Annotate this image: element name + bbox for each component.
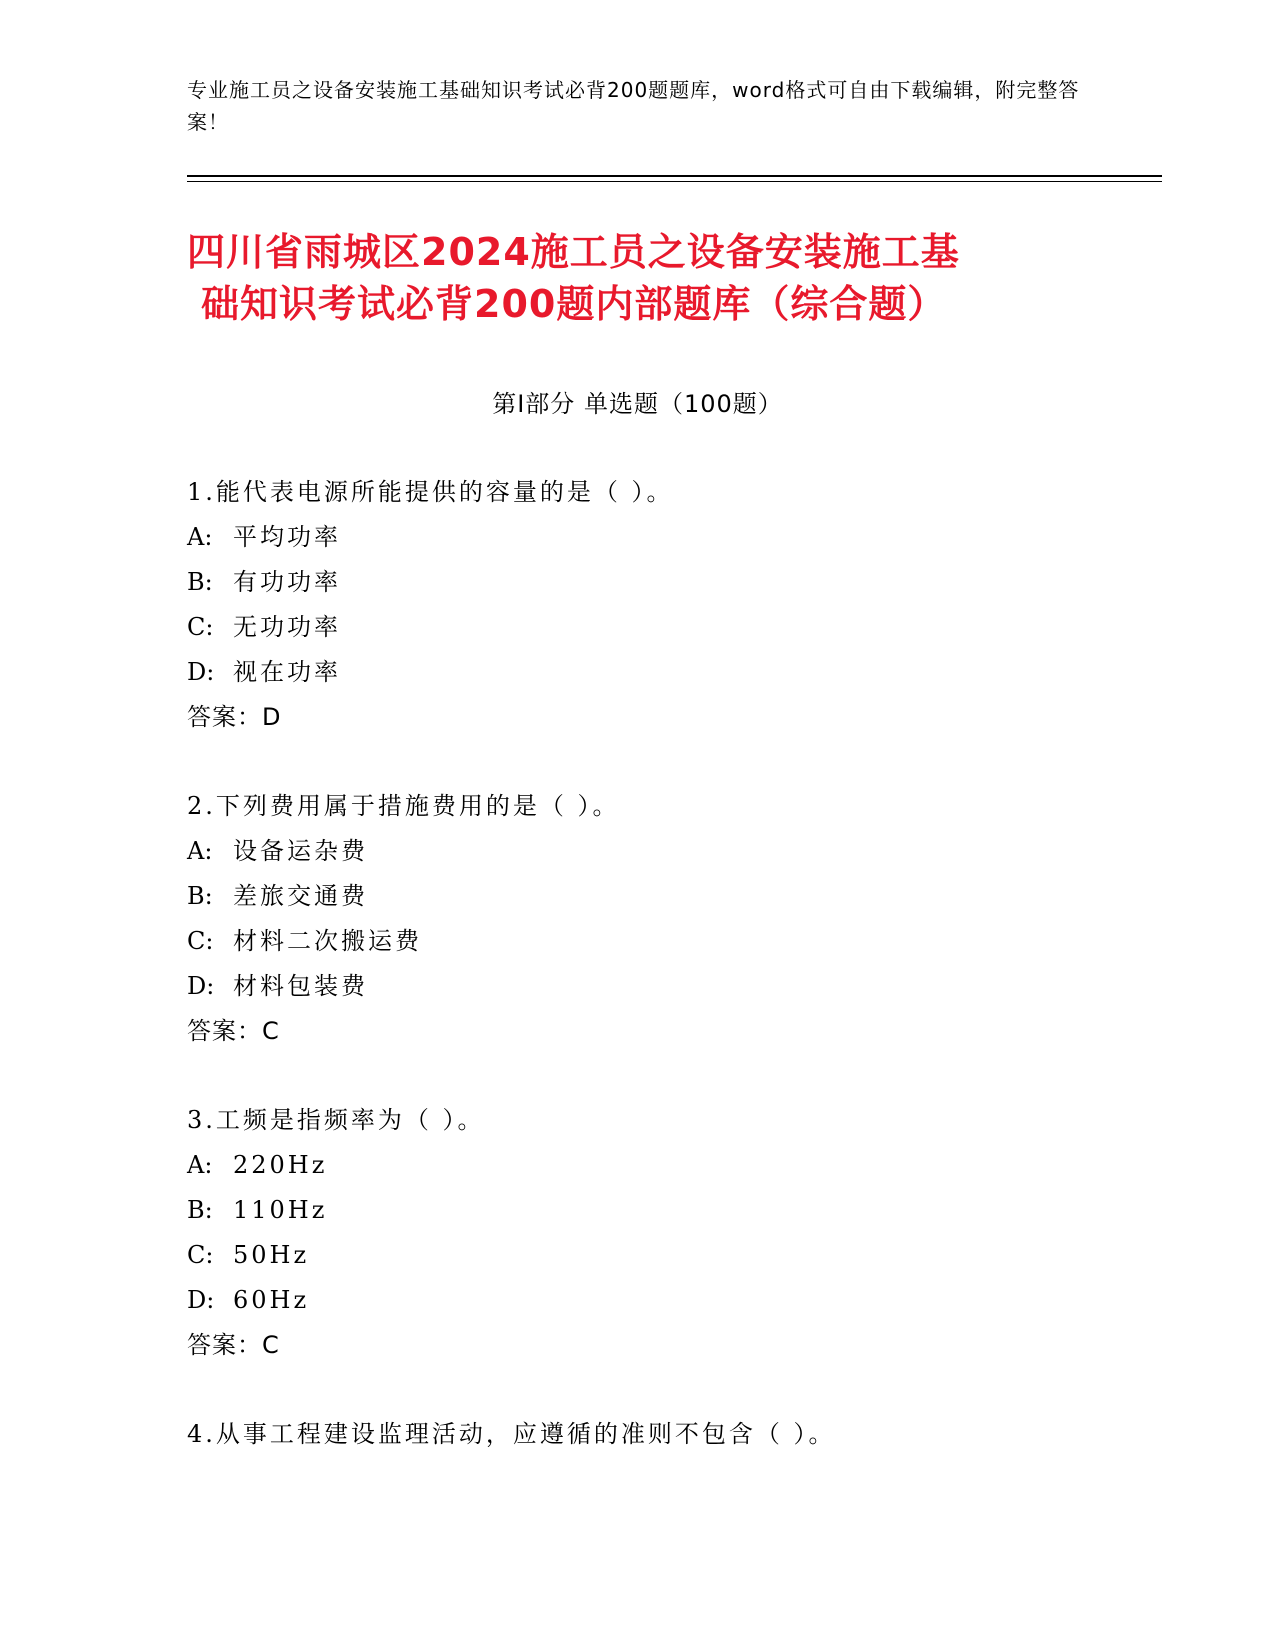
document-title xyxy=(187,226,1162,330)
option-letter: A: xyxy=(187,1151,213,1179)
option-letter: A: xyxy=(187,837,213,865)
answer-key: 答案：D xyxy=(187,703,282,731)
header-rule-thin xyxy=(187,181,1162,182)
option-text: 无功功率 xyxy=(233,613,341,641)
option-letter: D: xyxy=(187,1286,215,1314)
answer-option xyxy=(187,1149,1162,1194)
option-text: 差旅交通费 xyxy=(233,882,368,910)
option-text: 材料二次搬运费 xyxy=(233,927,422,955)
option-text: 110Hz xyxy=(233,1196,328,1224)
option-text: 220Hz xyxy=(233,1151,328,1179)
answer-key: 答案：C xyxy=(187,1017,280,1045)
option-letter: D: xyxy=(187,972,215,1000)
document-title-line-1: 四川省雨城区2024施工员之设备安装施工基 xyxy=(187,230,960,274)
answer-option xyxy=(187,521,1162,566)
answer-option xyxy=(187,656,1162,701)
question-list xyxy=(187,476,1162,1507)
section-heading: 第Ⅰ部分 单选题（100题） xyxy=(492,390,783,418)
answer-option xyxy=(187,611,1162,656)
answer-option xyxy=(187,925,1162,970)
header-note: 专业施工员之设备安装施工基础知识考试必背200题题库，word格式可自由下载编辑，附完整答案！ xyxy=(187,78,1080,134)
option-text: 视在功率 xyxy=(233,658,341,686)
option-letter: C: xyxy=(187,927,214,955)
option-text: 有功功率 xyxy=(233,568,341,596)
option-text: 60Hz xyxy=(233,1286,310,1314)
answer-option xyxy=(187,1239,1162,1284)
option-letter: C: xyxy=(187,1241,214,1269)
header-rule-thick xyxy=(187,175,1162,177)
question-stem: 4.从事工程建设监理活动，应遵循的准则不包含（ ）。 xyxy=(187,1420,836,1448)
question-stem: 1.能代表电源所能提供的容量的是（ ）。 xyxy=(187,478,674,506)
answer-option xyxy=(187,1284,1162,1329)
answer-option xyxy=(187,970,1162,1015)
option-letter: B: xyxy=(187,568,213,596)
answer-key: 答案：C xyxy=(187,1331,280,1359)
answer-option xyxy=(187,1194,1162,1239)
question-item xyxy=(187,1104,1162,1374)
option-text: 设备运杂费 xyxy=(233,837,368,865)
question-item xyxy=(187,476,1162,746)
option-text: 材料包装费 xyxy=(233,972,368,1000)
option-letter: D: xyxy=(187,658,215,686)
option-letter: B: xyxy=(187,1196,213,1224)
option-letter: B: xyxy=(187,882,213,910)
option-letter: C: xyxy=(187,613,214,641)
document-title-line-2: 础知识考试必背200题内部题库（综合题） xyxy=(201,282,947,326)
question-stem: 2.下列费用属于措施费用的是（ ）。 xyxy=(187,792,620,820)
question-stem: 3.工频是指频率为（ ）。 xyxy=(187,1106,485,1134)
question-item xyxy=(187,790,1162,1060)
question-item xyxy=(187,1418,1162,1463)
answer-option xyxy=(187,880,1162,925)
answer-option xyxy=(187,566,1162,611)
option-letter: A: xyxy=(187,523,213,551)
option-text: 平均功率 xyxy=(233,523,341,551)
answer-option xyxy=(187,835,1162,880)
option-text: 50Hz xyxy=(233,1241,310,1269)
